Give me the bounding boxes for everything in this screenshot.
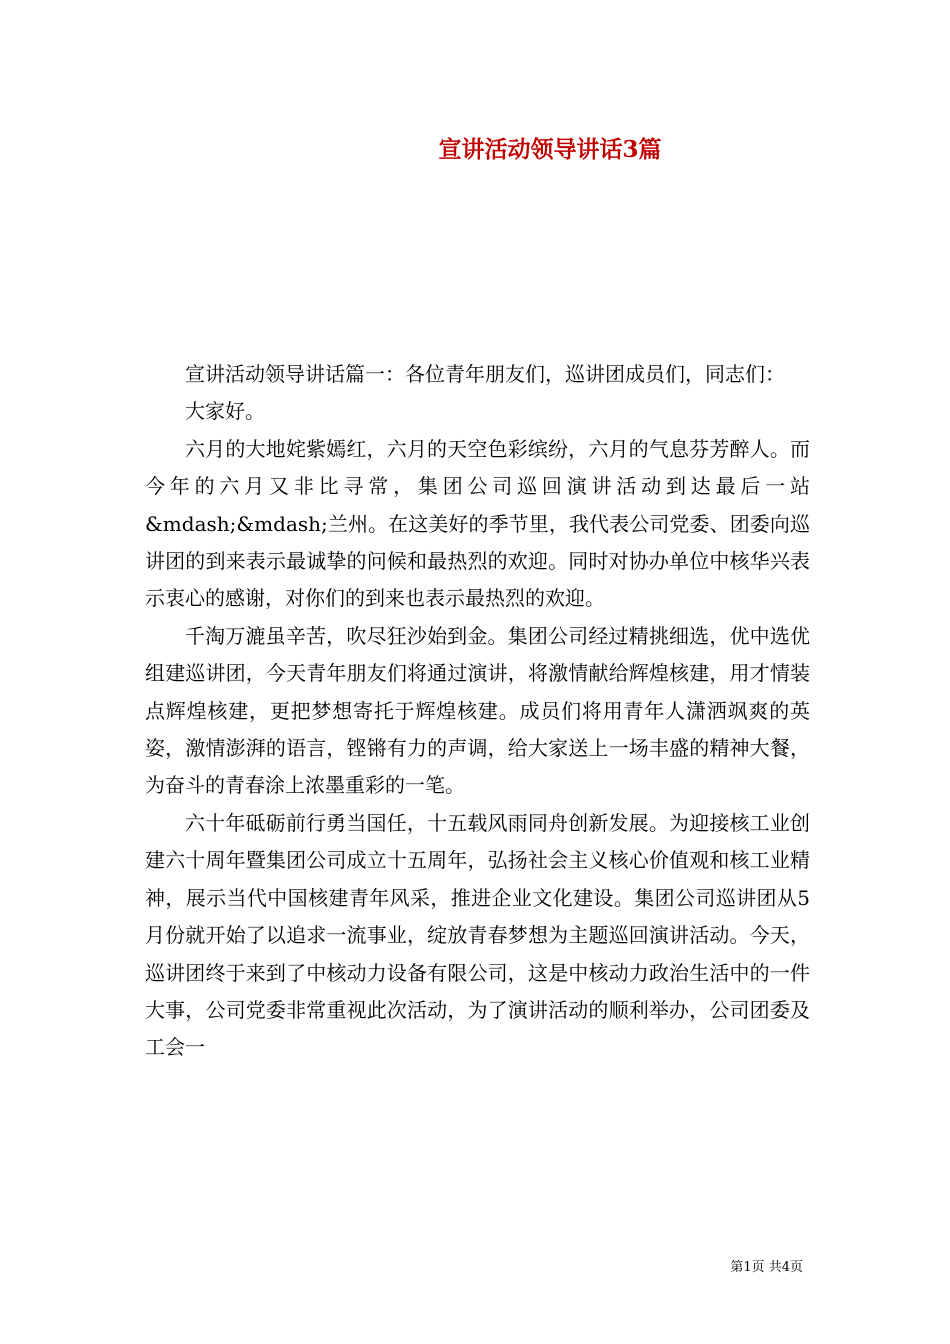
page-title: 宣讲活动领导讲话3篇 (438, 136, 662, 163)
document-body (145, 356, 810, 1067)
paragraph-june: 六月的大地姹紫嫣红，六月的天空色彩缤纷，六月的气息芬芳醉人。而今年的六月又非比寻常，集团公司巡回演讲活动到达最后一站&mdash;&mdash;兰州。在这美好的季节里，我代表公司党委、团委向巡讲团的到来表示最诚挚的问候和最热烈的欢迎。同时对协办单位中核华兴表示衷心的感谢，对你们的到来也表示最热烈的欢迎。 (145, 436, 810, 611)
paragraph-team: 千淘万漉虽辛苦，吹尽狂沙始到金。集团公司经过精挑细选，优中选优组建巡讲团，今天青年朋友们将通过演讲，将激情献给辉煌核建，用才情装点辉煌核建，更把梦想寄托于辉煌核建。成员们将用青年人潇洒飒爽的英姿，激情澎湃的语言，铿锵有力的声调，给大家送上一场丰盛的精神大餐，为奋斗的青春涂上浓墨重彩的一笔。 (145, 623, 810, 798)
paragraph-hello: 大家好。 (185, 399, 265, 424)
page-number: 第1页 共4页 (730, 1260, 803, 1275)
paragraph-anniversary: 六十年砥砺前行勇当国任，十五载风雨同舟创新发展。为迎接核工业创建六十周年暨集团公司成立十五周年，弘扬社会主义核心价值观和核工业精神，展示当代中国核建青年风采，推进企业文化建设。集团公司巡讲团从5月份就开始了以追求一流事业，绽放青春梦想为主题巡回演讲活动。今天，巡讲团终于来到了中核动力设备有限公司，这是中核动力政治生活中的一件大事，公司党委非常重视此次活动，为了演讲活动的顺利举办，公司团委及工会一 (145, 810, 810, 1060)
paragraph-greeting: 宣讲活动领导讲话篇一：各位青年朋友们，巡讲团成员们，同志们： (185, 362, 785, 386)
